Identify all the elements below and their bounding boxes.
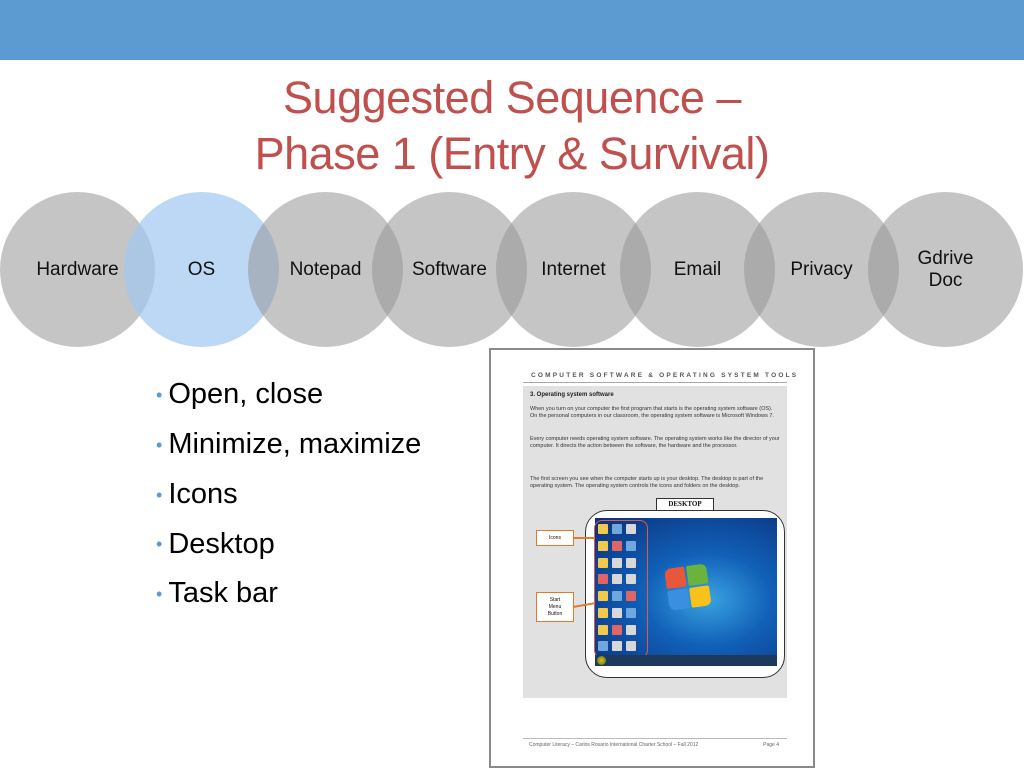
sequence-step: [868, 192, 1023, 347]
document-thumbnail: [489, 348, 815, 768]
doc-header: COMPUTER SOFTWARE & OPERATING SYSTEM TOOLS: [531, 372, 799, 379]
doc-paragraph-2: Every computer needs operating system software. The operating system works like the director of your computer. It directs the action between the software, the hardware and the processor.: [530, 436, 780, 449]
doc-paragraph-1: When you turn on your computer the first program that starts is the operating system software (OS). On the personal computers in our classroom, the operating system software is Microsoft Windows 7.: [530, 406, 774, 419]
windows-logo-icon: [664, 563, 714, 613]
bullet-text: Minimize, maximize: [168, 427, 422, 460]
doc-footer: [529, 742, 779, 748]
bullet-text: Task bar: [168, 577, 278, 610]
bullet-item: [156, 569, 421, 619]
taskbar: [595, 655, 777, 666]
doc-footer-divider: [523, 738, 787, 739]
doc-section-title: 3. Operating system software: [530, 392, 614, 398]
bullet-icon: •: [156, 534, 163, 555]
doc-footer-text: Computer Literacy – Carlos Rosario International Charter School – Fall 2012: [529, 742, 699, 748]
bullet-text: Icons: [168, 477, 238, 510]
icons-highlight-frame: [594, 520, 648, 658]
title-line-1: Suggested Sequence –: [283, 72, 741, 123]
title-line-2: Phase 1 (Entry & Survival): [254, 128, 770, 179]
callout-connector: [573, 537, 595, 539]
sequence-step-label: Software: [412, 258, 487, 280]
bullet-text: Desktop: [168, 527, 275, 560]
bullet-icon: •: [156, 484, 163, 505]
bullet-icon: •: [156, 584, 163, 605]
bullet-item: [156, 370, 421, 420]
sequence-step-label: Email: [673, 258, 722, 280]
sequence-step-label: Hardware: [36, 258, 119, 280]
sequence-circles: [0, 192, 1024, 347]
doc-page-number: Page 4: [763, 742, 779, 748]
sequence-step-label: Internet: [541, 258, 606, 280]
bullet-list: [156, 370, 421, 619]
slide-title: [0, 70, 1024, 182]
bullet-text: Open, close: [168, 378, 324, 410]
top-banner: [0, 0, 1024, 60]
start-button-icon: [597, 656, 606, 665]
bullet-item: [156, 420, 421, 470]
bullet-icon: •: [156, 384, 163, 405]
sequence-step-label: OS: [187, 258, 216, 280]
sequence-step-label: Gdrive Doc: [917, 247, 974, 291]
bullet-item: [156, 470, 421, 520]
bullet-icon: •: [156, 434, 163, 455]
sequence-step-label: Privacy: [790, 258, 853, 280]
desktop-label: DESKTOP: [656, 498, 714, 511]
callout-icons: Icons: [536, 530, 574, 546]
callout-start-menu: Start Menu Button: [536, 592, 574, 622]
doc-divider: [523, 382, 787, 383]
sequence-step-label: Notepad: [289, 258, 362, 280]
bullet-item: [156, 520, 421, 570]
doc-paragraph-3: The first screen you see when the computer starts up is your desktop. The desktop is part of the operating system. The operating system controls the icons and folders on the desktop.: [530, 476, 764, 489]
